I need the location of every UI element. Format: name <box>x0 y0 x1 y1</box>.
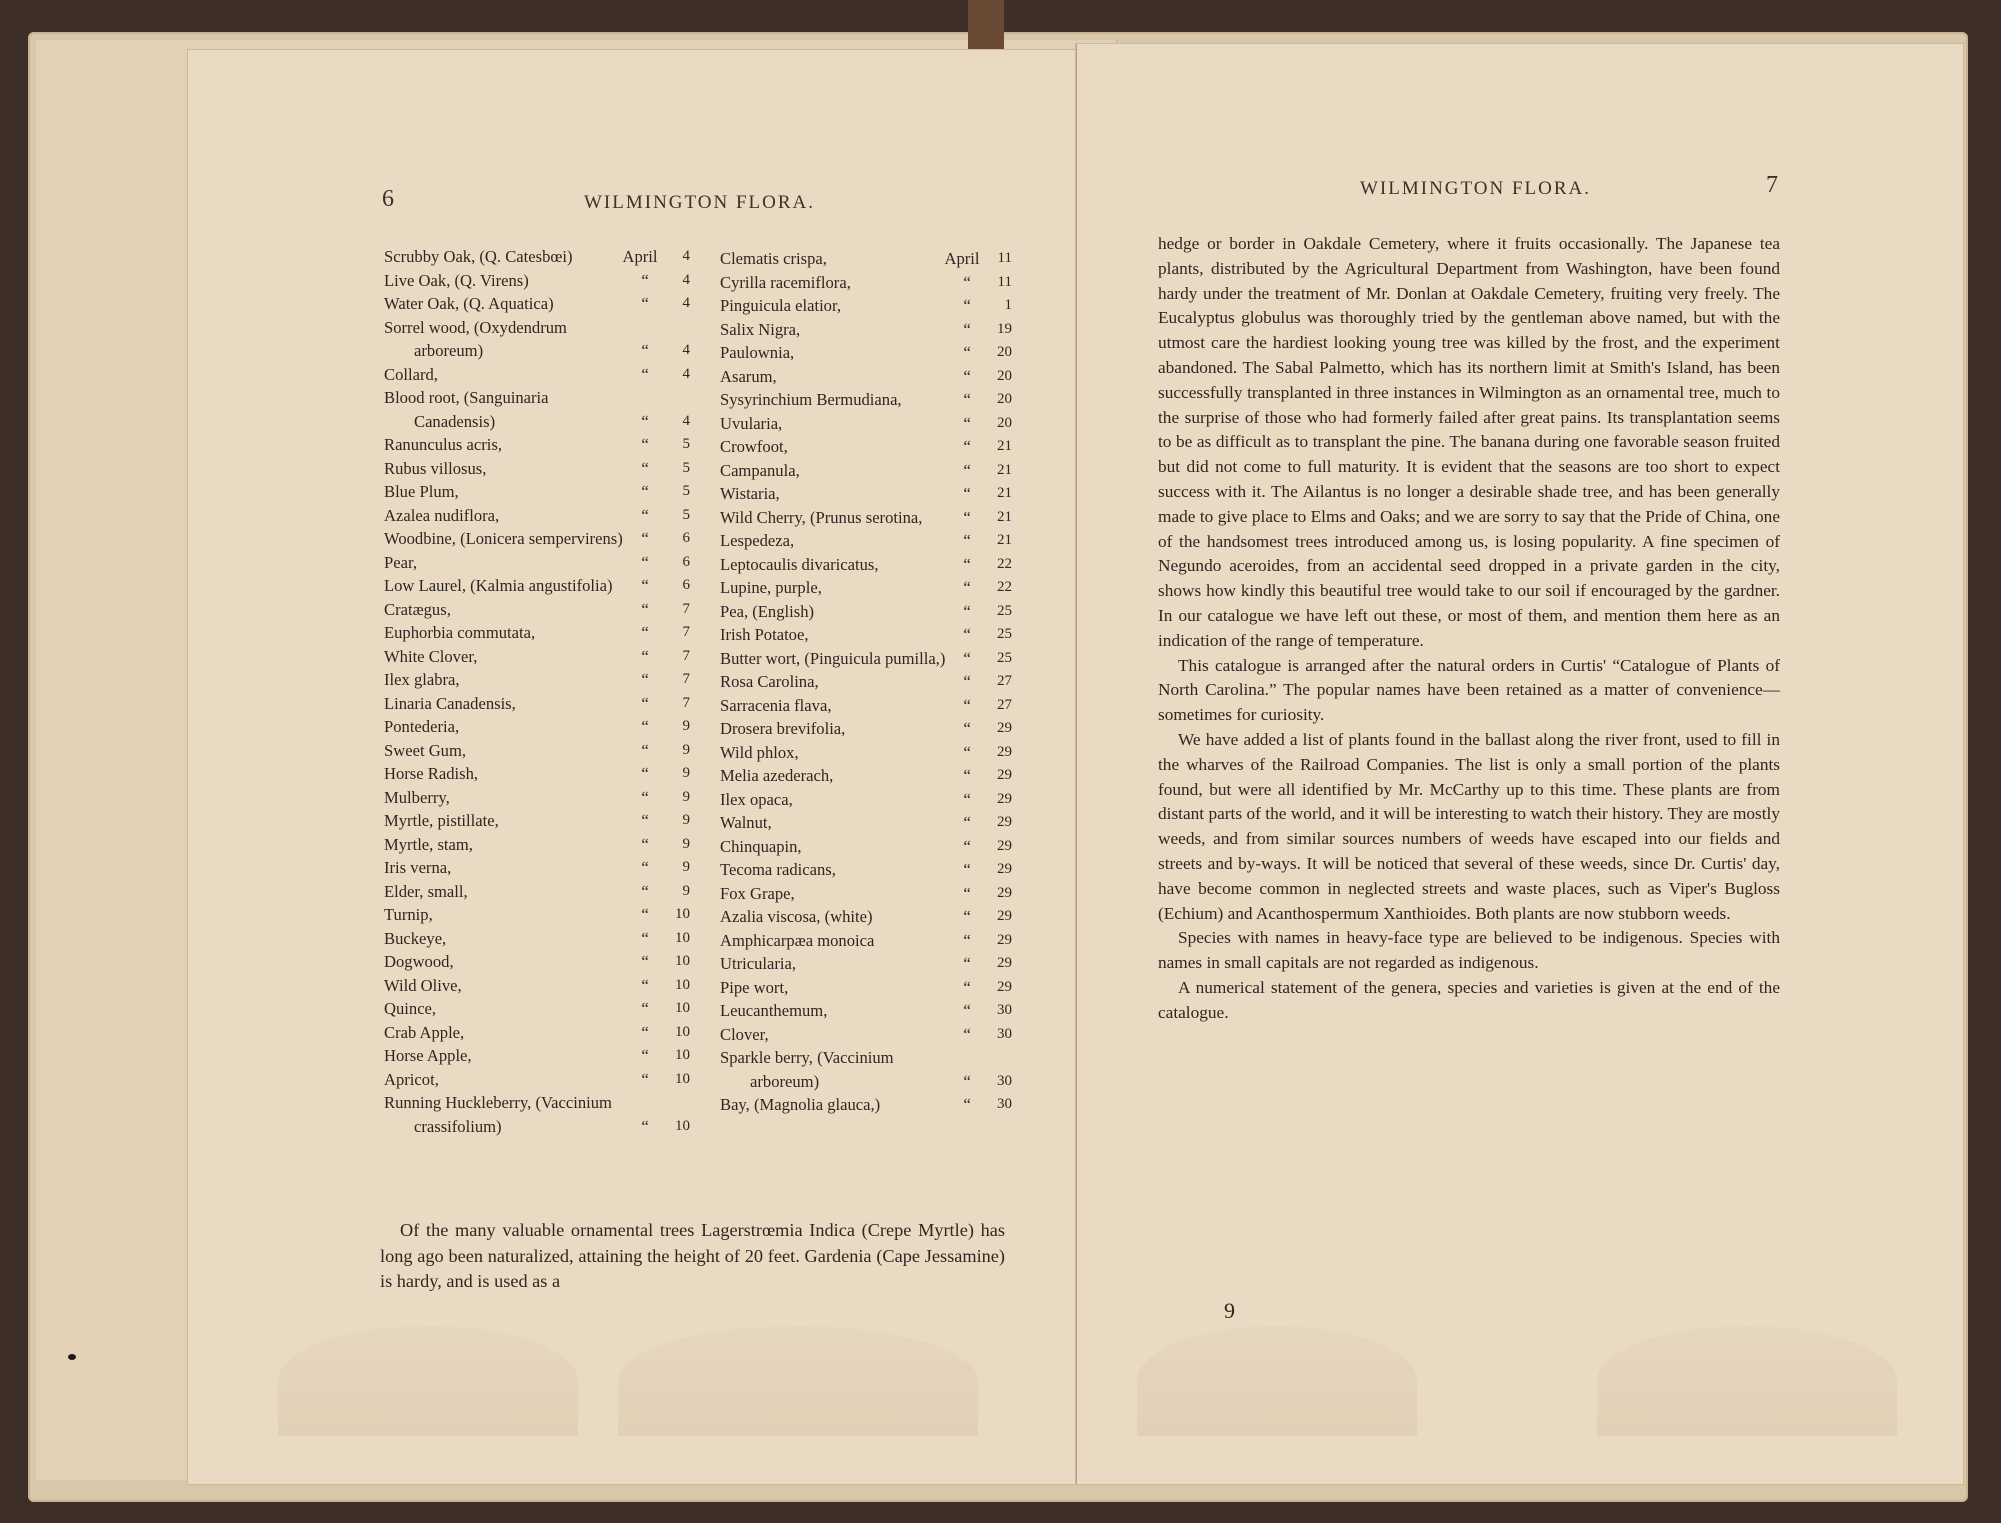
paper-crease <box>1597 1326 1897 1436</box>
body-paragraph: hedge or border in Oakdale Cemetery, where it fruits occasionally. The Japanese tea plants, distributed by the Agricultural Department from Washington, have been found hardy under the treatment of Mr. Donlan at Oakdale Cemetery, fruiting very freely. The Eucalyptus globulus was thoroughly tried by the gentleman above named, but with the utmost care the hardiest looking young tree was killed by the frost, and the experiment abandoned. The Sabal Palmetto, which has its northern limit at Smith's Island, has been successfully transplanted in three instances in Wilmington as an ornamental tree, much to the surprise of those who had formerly failed after great pains. Its transplantation seems to be as difficult as to transplant the pine. The banana during one favorable season fruited but did not come to full maturity. It is evident that the seasons are too short to expect success with it. The Ailantus is no longer a desirable shade tree, and has been generally made to give place to Elms and Oaks; and we are sorry to say that the Pride of China, one of the handsomest trees introduced among us, is losing popularity. A fine specimen of Negundo aceroides, from an accidental seed dropped in a private garden in the city, shows how kindly this beautiful tree would take to our soil if encouraged by the gardner. In our catalogue we have left out these, or most of them, and mention them here as an indication of the range of temperature. <box>1158 234 1780 650</box>
list-item: Live Oak, (Q. Virens) “ 4 <box>384 270 690 290</box>
list-item: Sparkle berry, (Vaccinium arboreum) “ 30 <box>720 1048 1012 1091</box>
list-item: Mulberry, “ 9 <box>384 787 690 807</box>
list-item: Wild phlox, “ 29 <box>720 742 1012 762</box>
list-item: Blue Plum, “ 5 <box>384 482 690 501</box>
list-item: Campanula, “ 21 <box>720 460 1012 480</box>
paper-crease <box>1137 1326 1417 1436</box>
list-item: Azalea nudiflora, “ 5 <box>384 505 690 525</box>
list-item: Pear, “ 6 <box>384 552 690 572</box>
list-item: Turnip, “ 10 <box>384 905 690 924</box>
list-item: Blood root, (Sanguinaria Canadensis) “ 4 <box>384 388 690 431</box>
list-item: Azalia viscosa, (white) “ 29 <box>720 907 1012 926</box>
list-item: Pea, (English) “ 25 <box>720 601 1012 621</box>
list-item: Rubus villosus, “ 5 <box>384 458 690 478</box>
list-item: Sarracenia flava, “ 27 <box>720 695 1012 715</box>
list-item: Quince, “ 10 <box>384 999 690 1018</box>
list-item: Woodbine, (Lonicera sempervirens) “ 6 <box>384 529 690 548</box>
list-item: Dogwood, “ 10 <box>384 952 690 971</box>
list-item: Low Laurel, (Kalmia angustifolia) “ 6 <box>384 576 690 595</box>
list-item: Water Oak, (Q. Aquatica) “ 4 <box>384 294 690 313</box>
right-running-head: WILMINGTON FLORA. <box>1360 178 1592 199</box>
body-paragraph: Species with names in heavy-face type are believed to be indigenous. Species with names in small capitals are not regarded as indigenous. <box>1158 928 1780 973</box>
list-item: Salix Nigra, “ 19 <box>720 319 1012 339</box>
list-item: White Clover, “ 7 <box>384 646 690 666</box>
left-running-head: WILMINGTON FLORA. <box>584 192 816 213</box>
list-item: Drosera brevifolia, “ 29 <box>720 719 1012 738</box>
list-item: Pinguicula elatior, “ 1 <box>720 296 1012 315</box>
list-item: Horse Apple, “ 10 <box>384 1046 690 1065</box>
list-item: Linaria Canadensis, “ 7 <box>384 693 690 713</box>
list-item: Scrubby Oak, (Q. Catesbœi) April 4 <box>384 247 690 266</box>
list-item: Running Huckleberry, (Vaccinium crassifolium) “ 10 <box>384 1093 690 1136</box>
body-paragraph: A numerical statement of the genera, species and varieties is given at the end of the catalogue. <box>1158 977 1780 1022</box>
list-item: Melia azederach, “ 29 <box>720 766 1012 785</box>
list-item: Clematis crispa, April 11 <box>720 249 1012 268</box>
list-item: Bay, (Magnolia glauca,) “ 30 <box>720 1095 1012 1114</box>
list-item: Leptocaulis divaricatus, “ 22 <box>720 554 1012 574</box>
flowering-list-col1 <box>384 245 690 1138</box>
list-item: Uvularia, “ 20 <box>720 413 1012 433</box>
list-item: Irish Potatoe, “ 25 <box>720 625 1012 644</box>
list-item: Collard, “ 4 <box>384 364 690 384</box>
list-item: Pipe wort, “ 29 <box>720 977 1012 997</box>
list-item: Utricularia, “ 29 <box>720 954 1012 973</box>
list-item: Wild Cherry, (Prunus serotina, “ 21 <box>720 507 1012 527</box>
right-page-number: 7 <box>1766 172 1778 198</box>
list-item: Pontederia, “ 9 <box>384 717 690 736</box>
signature-number: 9 <box>1224 1298 1235 1323</box>
list-item: Apricot, “ 10 <box>384 1069 690 1089</box>
list-item: Iris verna, “ 9 <box>384 858 690 877</box>
right-body-text <box>1158 232 1780 1026</box>
paper-crease <box>618 1326 978 1436</box>
list-item: Elder, small, “ 9 <box>384 881 690 901</box>
list-item: Horse Radish, “ 9 <box>384 764 690 783</box>
list-item: Sorrel wood, (Oxydendrum arboreum) “ 4 <box>384 317 690 360</box>
list-item: Cyrilla racemiflora, “ 11 <box>720 272 1012 292</box>
list-item: Rosa Carolina, “ 27 <box>720 672 1012 691</box>
list-item: Crab Apple, “ 10 <box>384 1022 690 1042</box>
list-item: Ilex glabra, “ 7 <box>384 670 690 689</box>
list-item: Crowfoot, “ 21 <box>720 437 1012 456</box>
body-paragraph: We have added a list of plants found in the ballast along the river front, used to fill in the wharves of the Railroad Companies. The list is only a small portion of the plants found, but were all identified by Mr. McCarthy up to this time. These plants are from distant parts of the world, and it will be interesting to watch their history. They are mostly weeds, and from similar sources numbers of weeds have escaped into our fields and streets and by-ways. It will be noticed that several of these weeds, since Dr. Curtis' day, have become common in neglected streets and waste places, such as Viper's Bugloss (Echium) and Acanthospermum Xanthioides. Both plants are now stubborn weeds. <box>1158 729 1780 923</box>
list-item: Sysyrinchium Bermudiana, “ 20 <box>720 390 1012 409</box>
list-item: Sweet Gum, “ 9 <box>384 740 690 760</box>
list-item: Euphorbia commutata, “ 7 <box>384 623 690 642</box>
list-item: Leucanthemum, “ 30 <box>720 1001 1012 1020</box>
paper-crease <box>278 1326 578 1436</box>
list-item: Chinquapin, “ 29 <box>720 836 1012 856</box>
list-item: Fox Grape, “ 29 <box>720 883 1012 903</box>
list-item: Wistaria, “ 21 <box>720 484 1012 503</box>
left-page-number: 6 <box>382 186 394 212</box>
list-item: Cratægus, “ 7 <box>384 599 690 619</box>
list-item: Ilex opaca, “ 29 <box>720 789 1012 809</box>
list-item: Ranunculus acris, “ 5 <box>384 435 690 454</box>
list-item: Butter wort, (Pinguicula pumilla,) “ 25 <box>720 648 1012 668</box>
list-item: Buckeye, “ 10 <box>384 928 690 948</box>
list-item: Myrtle, stam, “ 9 <box>384 834 690 854</box>
list-item: Amphicarpæa monoica “ 29 <box>720 930 1012 950</box>
list-item: Clover, “ 30 <box>720 1024 1012 1044</box>
left-body-paragraph: Of the many valuable ornamental trees Lagerstrœmia Indica (Crepe Myrtle) has long ago been naturalized, attaining the height of 20 feet. Gardenia (Cape Jessamine) is hardy, and is used as a <box>380 1220 1005 1291</box>
flowering-list-col2 <box>720 247 1012 1117</box>
list-item: Paulownia, “ 20 <box>720 343 1012 362</box>
body-paragraph: This catalogue is arranged after the natural orders in Curtis' “Catalogue of Plants of North Carolina.” The popular names have been retained as a matter of convenience—sometimes for curiosity. <box>1158 655 1780 725</box>
list-item: Lespedeza, “ 21 <box>720 531 1012 550</box>
list-item: Tecoma radicans, “ 29 <box>720 860 1012 879</box>
list-item: Walnut, “ 29 <box>720 813 1012 832</box>
list-item: Wild Olive, “ 10 <box>384 975 690 995</box>
ink-spot <box>68 1354 76 1360</box>
list-item: Lupine, purple, “ 22 <box>720 578 1012 597</box>
list-item: Myrtle, pistillate, “ 9 <box>384 811 690 830</box>
list-item: Asarum, “ 20 <box>720 366 1012 386</box>
